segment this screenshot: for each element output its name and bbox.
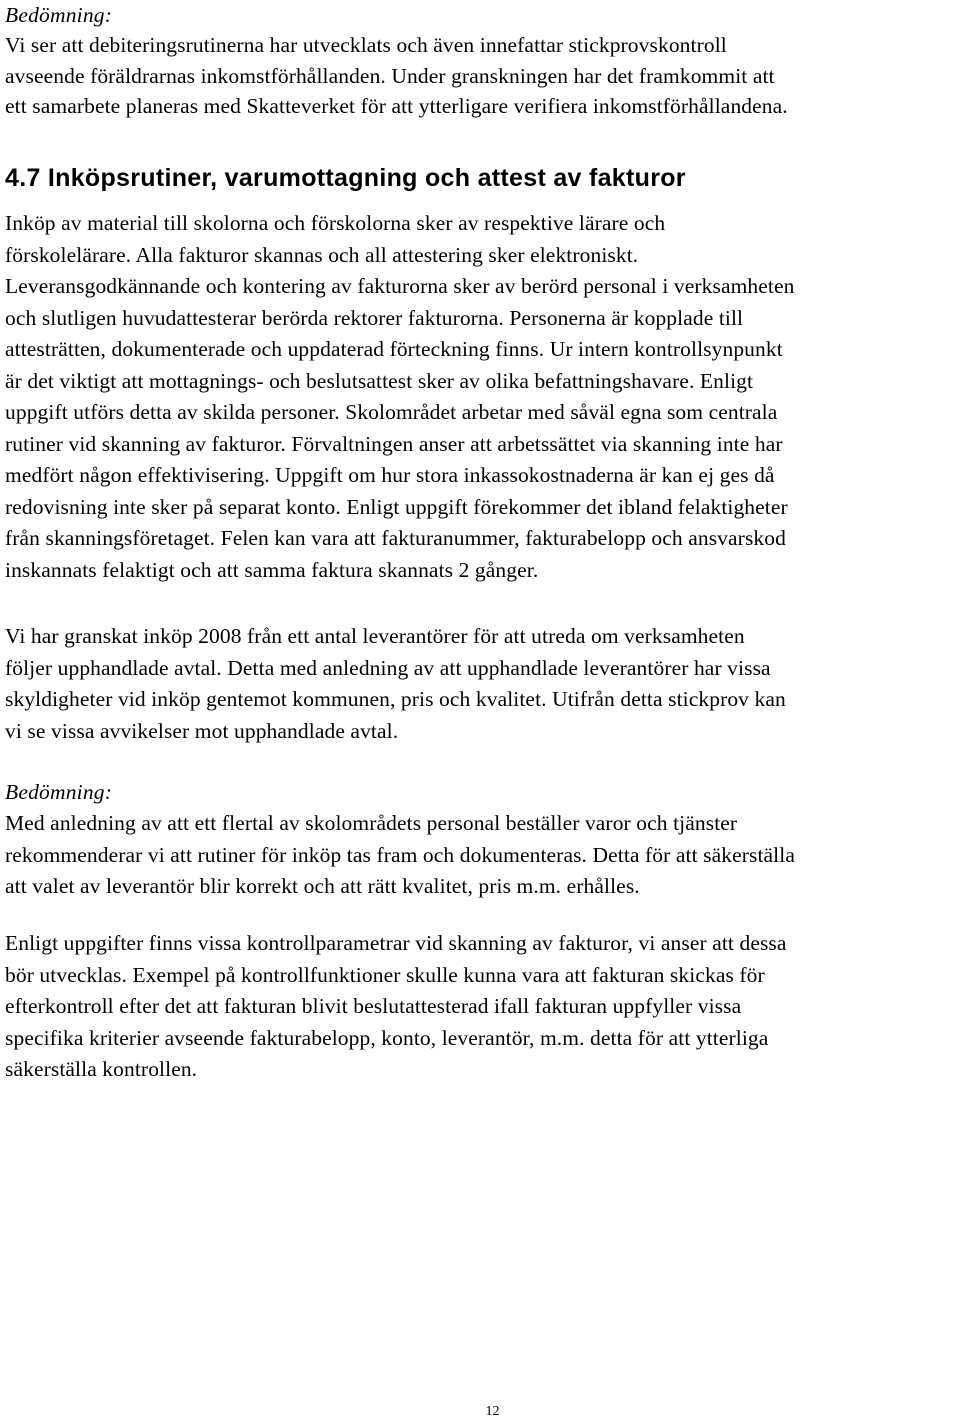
text-line: säkerställa kontrollen. xyxy=(5,1057,198,1081)
text-line: rekommenderar vi att rutiner för inköp tas fram och dokumenteras. Detta för att säkerställa xyxy=(5,842,795,867)
audit-paragraph xyxy=(5,621,786,747)
purchasing-routines-paragraph xyxy=(5,208,794,586)
text-line: efterkontroll efter det att fakturan blivit beslutattesterad ifall fakturan uppfyller vissa xyxy=(5,994,742,1018)
text-line: inskannats felaktigt och att samma faktura skannats 2 gånger. xyxy=(5,557,539,582)
text-line: rutiner vid skanning av fakturor. Förvaltningen anser att arbetssättet via skanning inte har xyxy=(5,431,783,456)
assessment-paragraph xyxy=(5,30,788,122)
text-line: Vi ser att debiteringsrutinerna har utvecklats och även innefattar stickprovskontroll xyxy=(5,33,727,57)
assessment-label: Bedömning: xyxy=(5,780,113,804)
assessment-label: Bedömning: xyxy=(5,3,113,27)
text-line: är det viktigt att mottagnings- och beslutsattest sker av olika befattningshavare. Enligt xyxy=(5,368,754,393)
text-line: Med anledning av att ett flertal av skolområdets personal beställer varor och tjänster xyxy=(5,811,738,835)
text-line: och slutligen huvudattesterar berörda rektorer fakturorna. Personerna är kopplade till xyxy=(5,305,744,330)
text-line: skyldigheter vid inköp gentemot kommunen, pris och kvalitet. Utifrån detta stickprov kan xyxy=(5,687,786,711)
text-line: från skanningsföretaget. Felen kan vara att fakturanummer, fakturabelopp och ansvarskod xyxy=(5,526,786,550)
text-line: Enligt uppgifter finns vissa kontrollparametrar vid skanning av fakturor, vi anser att dessa xyxy=(5,931,787,955)
control-parameters-paragraph xyxy=(5,928,787,1086)
text-line: redovisning inte sker på separat konto. Enligt uppgift förekommer det ibland felaktigheter xyxy=(5,494,788,519)
text-line: ett samarbete planeras med Skatteverket för att ytterligare verifiera inkomstförhållandena. xyxy=(5,94,788,118)
page-number: 12 xyxy=(485,1404,500,1419)
text-line: specifika kriterier avseende fakturabelopp, konto, leverantör, m.m. detta för att ytterliga xyxy=(5,1025,769,1050)
text-line: medfört någon effektivisering. Uppgift om hur stora inkassokostnaderna är kan ej ges då xyxy=(5,463,775,487)
text-line: Inköp av material till skolorna och förskolorna sker av respektive lärare och xyxy=(5,211,666,235)
text-line: vi se vissa avvikelser mot upphandlade avtal. xyxy=(5,718,399,743)
text-line: attesträtten, dokumenterade och uppdaterad förteckning finns. Ur intern kontrollsynpunkt xyxy=(5,337,783,361)
recommendation-paragraph xyxy=(5,808,795,903)
text-line: bör utvecklas. Exempel på kontrollfunktioner skulle kunna vara att fakturan skickas för xyxy=(5,962,765,987)
text-line: uppgift utförs detta av skilda personer. Skolområdet arbetar med såväl egna som centrala xyxy=(5,400,778,424)
text-line: att valet av leverantör blir korrekt och att rätt kvalitet, pris m.m. erhålles. xyxy=(5,874,640,898)
text-line: Vi har granskat inköp 2008 från ett antal leverantörer för att utreda om verksamheten xyxy=(5,624,745,648)
assessment-section-1 xyxy=(5,0,788,122)
text-line: förskolelärare. Alla fakturor skannas och all attestering sker elektroniskt. xyxy=(5,242,639,267)
text-line: följer upphandlade avtal. Detta med anledning av att upphandlade leverantörer har vissa xyxy=(5,655,771,680)
section-heading-4-7: 4.7 Inköpsrutiner, varumottagning och attest av fakturor xyxy=(5,164,686,192)
text-line: avseende föräldrarnas inkomstförhållanden. Under granskningen har det framkommit att xyxy=(5,63,775,88)
text-line: Leveransgodkännande och kontering av fakturorna sker av berörd personal i verksamheten xyxy=(5,274,795,298)
